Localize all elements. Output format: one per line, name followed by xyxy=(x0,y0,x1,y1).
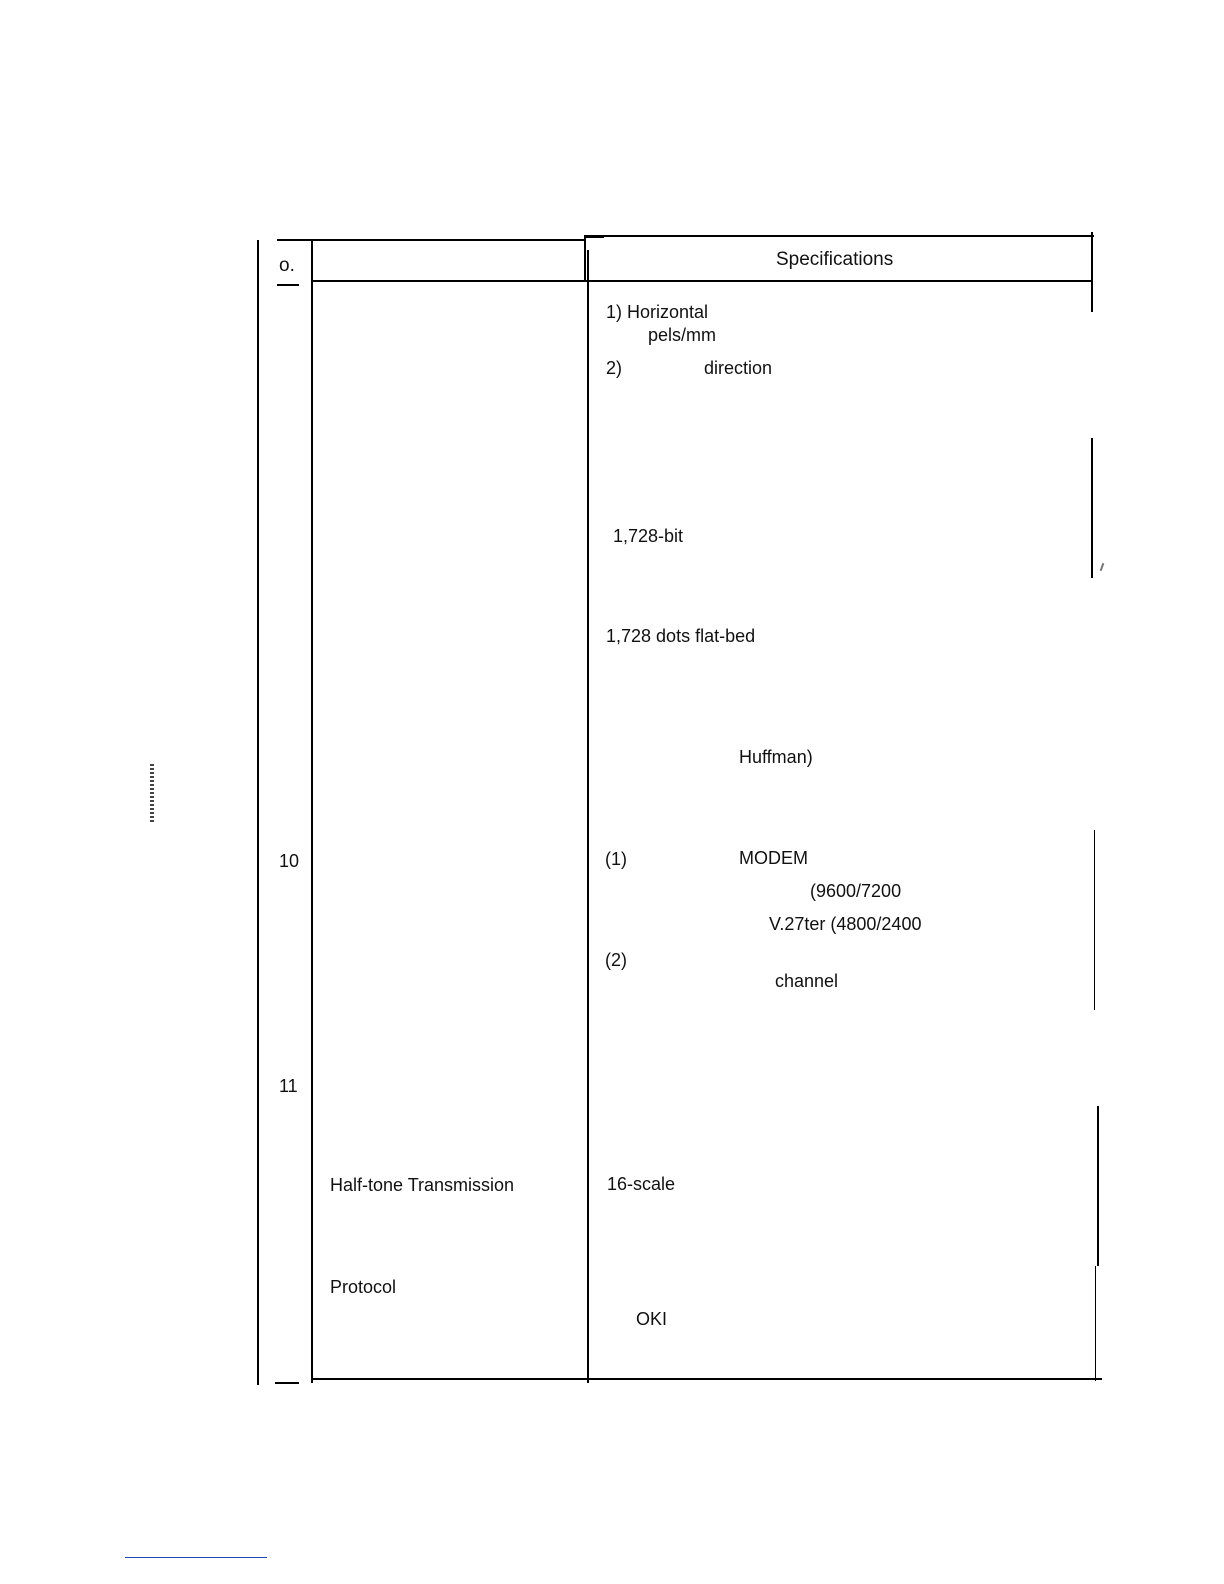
item-column-divider xyxy=(587,250,589,1383)
right-border-header xyxy=(1091,232,1093,312)
spec-1728-dots-flat-bed: 1,728 dots flat-bed xyxy=(606,626,756,646)
spec-direction-number: 2) xyxy=(606,358,623,378)
specifications-column-header: Specifications xyxy=(776,249,894,270)
spec-horizontal: 1) Horizontal xyxy=(606,302,709,322)
spec-modem: MODEM xyxy=(739,848,808,868)
spec-huffman: Huffman) xyxy=(739,747,813,767)
bottom-blue-rule xyxy=(125,1557,267,1558)
right-border-end xyxy=(1095,1266,1096,1381)
spec-direction: direction xyxy=(704,358,773,378)
right-border-middle xyxy=(1091,438,1093,578)
item-protocol: Protocol xyxy=(330,1277,397,1297)
spec-v27ter-4800-2400: V.27ter (4800/2400 xyxy=(769,914,922,934)
spec-oki: OKI xyxy=(636,1309,668,1329)
item-column-divider-header xyxy=(584,236,586,282)
table-bottom-border xyxy=(311,1378,1102,1380)
bottom-left-dash xyxy=(275,1382,299,1384)
table-left-outer-border xyxy=(257,240,259,1385)
margin-speck xyxy=(1100,563,1105,571)
vertical-scan-mark xyxy=(150,764,154,822)
table-top-border-right xyxy=(584,235,1094,237)
header-tick xyxy=(584,236,604,238)
spec-modem-number: (1) xyxy=(605,849,627,869)
row-number-11: 11 xyxy=(279,1076,298,1096)
spec-1728-bit: 1,728-bit xyxy=(613,526,684,546)
table-top-border-left xyxy=(277,239,584,241)
header-bottom-border xyxy=(311,280,1092,282)
spec-16-scale: 16-scale xyxy=(607,1174,676,1194)
row-number-10: 10 xyxy=(279,851,300,871)
right-border-lower xyxy=(1094,830,1095,1010)
right-border-bottom xyxy=(1097,1106,1099,1266)
no-column-header: o. xyxy=(279,255,295,276)
spec-channel-number: (2) xyxy=(605,950,627,970)
spec-pels-per-mm: pels/mm xyxy=(648,325,717,345)
no-column-header-dash xyxy=(277,284,299,286)
no-column-divider xyxy=(311,240,313,1383)
spec-channel: channel xyxy=(775,971,839,991)
item-half-tone-transmission: Half-tone Transmission xyxy=(330,1175,515,1195)
spec-rate-9600-7200: (9600/7200 xyxy=(810,881,902,901)
